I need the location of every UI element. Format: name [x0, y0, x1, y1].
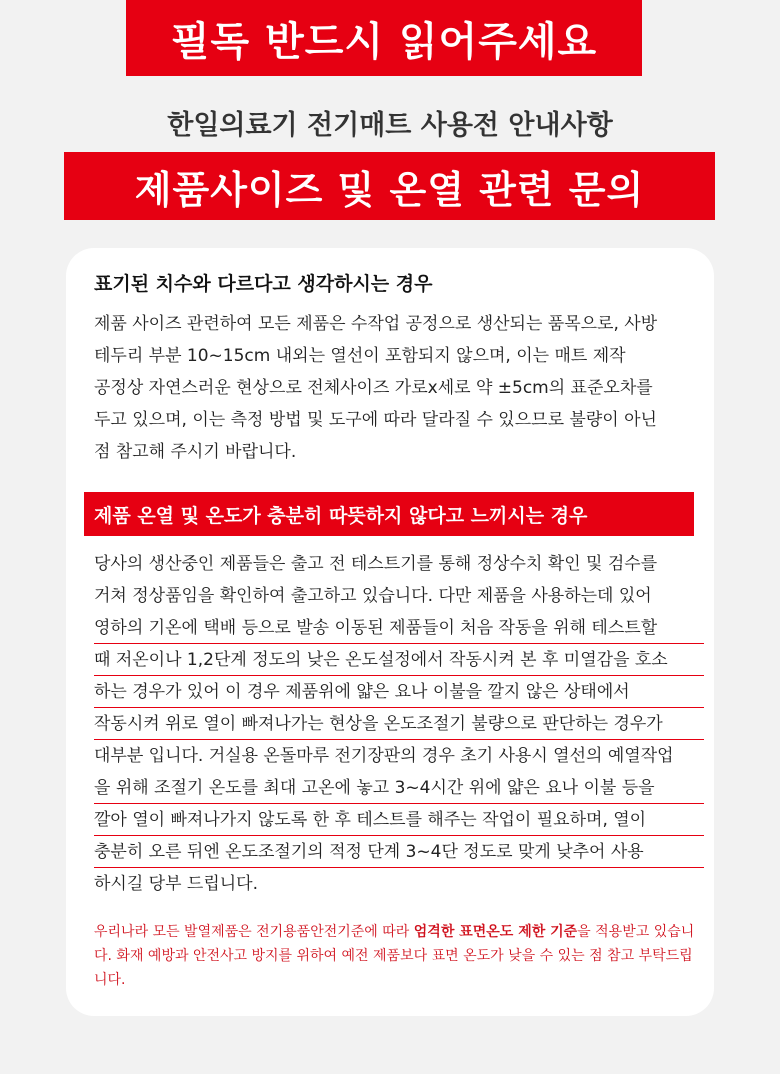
- text-line-underlined: 영하의 기온에 택배 등으로 발송 이동된 제품들이 처음 작동을 위해 테스트할: [94, 612, 704, 644]
- text-line-underlined: 충분히 오른 뒤엔 온도조절기의 적정 단계 3~4단 정도로 맞게 낮추어 사용: [94, 836, 704, 868]
- section-size-title: 표기된 치수와 다르다고 생각하시는 경우: [94, 273, 433, 295]
- section-size-body: [94, 308, 704, 468]
- text-line-underlined: 을 위해 조절기 온도를 최대 고온에 놓고 3~4시간 위에 얇은 요나 이불 등을: [94, 772, 704, 804]
- text-line-underlined: 하는 경우가 있어 이 경우 제품위에 얇은 요나 이불을 깔지 않은 상태에서: [94, 676, 704, 708]
- page-subtitle: 한일의료기 전기매트 사용전 안내사항: [167, 110, 613, 141]
- text-line: 거쳐 정상품임을 확인하여 출고하고 있습니다. 다만 제품을 사용하는데 있어: [94, 586, 652, 606]
- text-line: 대부분 입니다. 거실용 온돌마루 전기장판의 경우 초기 사용시 열선의 예열작업: [94, 746, 674, 766]
- text-line-underlined: 깔아 열이 빠져나가지 않도록 한 후 테스트를 해주는 작업이 필요하며, 열이: [94, 804, 704, 836]
- text-line: 공정상 자연스러운 현상으로 전체사이즈 가로x세로 약 ±5cm의 표준오차를: [94, 378, 653, 398]
- text-line: 두고 있으며, 이는 측정 방법 및 도구에 따라 달라질 수 있으므로 불량이 아닌: [94, 410, 657, 430]
- safety-note-text: 우리나라 모든 발열제품은 전기용품안전기준에 따라: [94, 924, 414, 940]
- text-line-underlined: 때 저온이나 1,2단계 정도의 낮은 온도설정에서 작동시켜 본 후 미열감을 호소: [94, 644, 704, 676]
- safety-note: [94, 920, 704, 992]
- text-line: 제품 사이즈 관련하여 모든 제품은 수작업 공정으로 생산되는 품목으로, 사방: [94, 314, 658, 334]
- text-line: 점 참고해 주시기 바랍니다.: [94, 442, 297, 462]
- page-title: 제품사이즈 및 온열 관련 문의: [64, 152, 715, 220]
- section-heat-title: 제품 온열 및 온도가 충분히 따뜻하지 않다고 느끼시는 경우: [84, 492, 694, 536]
- text-line: 하시길 당부 드립니다.: [94, 874, 259, 894]
- section-heat-body: [94, 548, 704, 900]
- text-line: 테두리 부분 10~15cm 내외는 열선이 포함되지 않으며, 이는 매트 제작: [94, 346, 626, 366]
- text-line-underlined: 작동시켜 위로 열이 빠져나가는 현상을 온도조절기 불량으로 판단하는 경우가: [94, 708, 704, 740]
- text-line: 당사의 생산중인 제품들은 출고 전 테스트기를 통해 정상수치 확인 및 검수를: [94, 554, 658, 574]
- safety-note-emphasis: 엄격한 표면온도 제한 기준: [413, 924, 578, 940]
- notice-banner: 필독 반드시 읽어주세요: [126, 0, 642, 76]
- safety-note-text: 을 적용받고 있습니다. 화재 예방과 안전사고 방지를 위하여 예전 제품보다 표면 온도가 낮을 수 있는 점 참고 부탁드립니다.: [94, 924, 695, 988]
